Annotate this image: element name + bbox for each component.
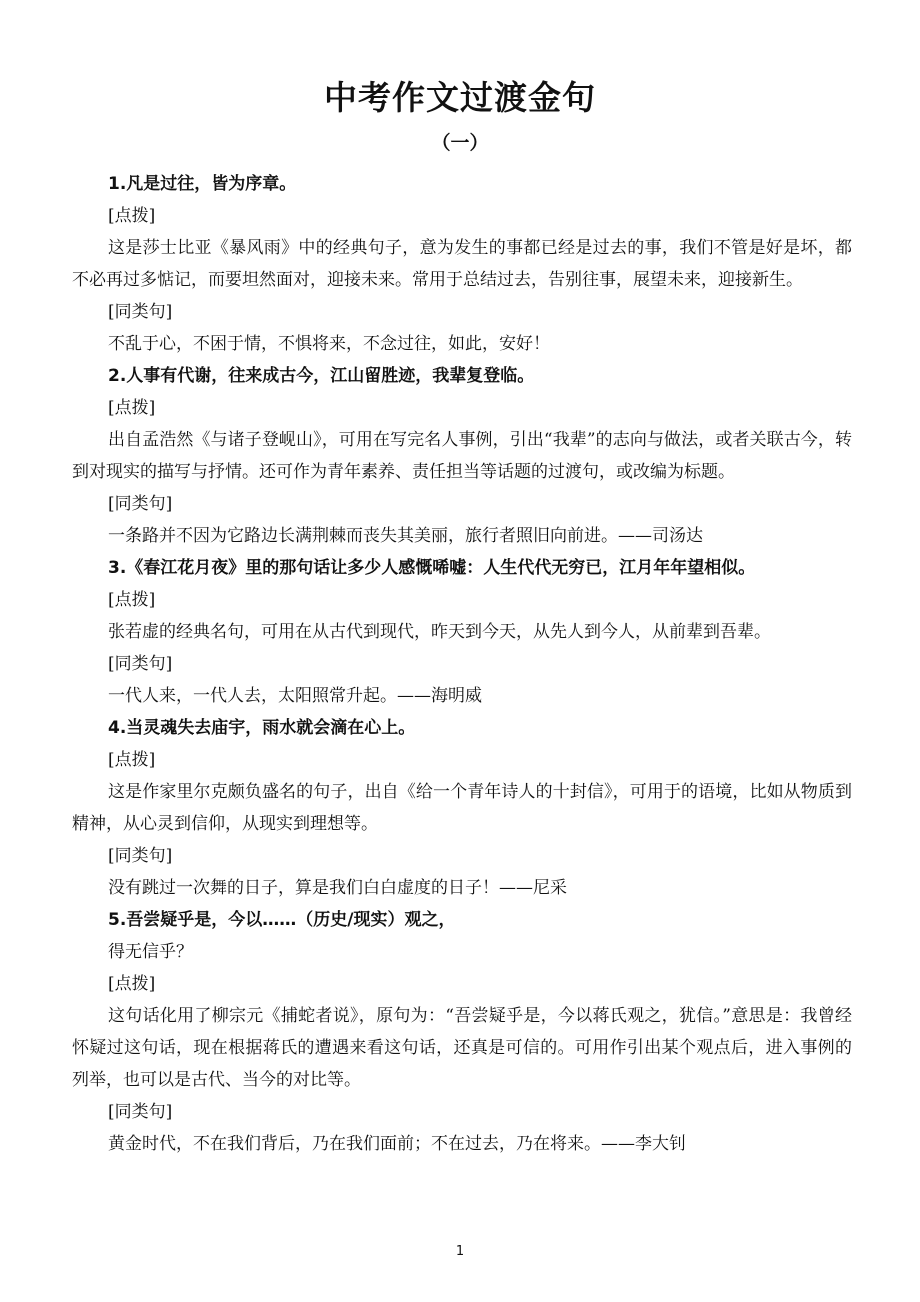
- similar-label-5: [同类句]: [108, 1102, 173, 1122]
- tip-label-1: [点拨]: [108, 206, 156, 226]
- quote-heading-5: 5.吾尝疑乎是，今以……（历史/现实）观之，: [108, 910, 456, 930]
- similar-label-1: [同类句]: [108, 302, 173, 322]
- tip-text-5: 这句话化用了柳宗元《捕蛇者说》，原句为：“吾尝疑乎是，今以蒋氏观之，犹信。”意思是：我曾经怀疑过这句话，现在根据蒋氏的遭遇来看这句话，还真是可信的。可用作引出某个观点后，进入事例的列举，也可以是古代、当今的对比等。: [72, 1006, 852, 1090]
- tip-label-3: [点拨]: [108, 590, 156, 610]
- tip-label-2: [点拨]: [108, 398, 156, 418]
- similar-text-2: 一条路并不因为它路边长满荆棘而丧失其美丽，旅行者照旧向前进。——司汤达: [108, 526, 703, 546]
- tip-label-4: [点拨]: [108, 750, 156, 770]
- tip-label-5: [点拨]: [108, 974, 156, 994]
- quote-heading-5-cont: 得无信乎？: [108, 942, 193, 962]
- page-title: 中考作文过渡金句: [324, 78, 596, 117]
- similar-text-1: 不乱于心，不困于情，不惧将来，不念过往，如此，安好！: [108, 334, 550, 354]
- tip-text-2: 出自孟浩然《与诸子登岘山》，可用在写完名人事例，引出“我辈”的志向与做法，或者关联古今，转到对现实的描写与抒情。还可作为青年素养、责任担当等话题的过渡句，或改编为标题。: [72, 430, 852, 482]
- quote-heading-3: 3.《春江花月夜》里的那句话让多少人感慨唏嘘：人生代代无穷已，江月年年望相似。: [108, 558, 756, 578]
- tip-text-3: 张若虚的经典名句，可用在从古代到现代，昨天到今天，从先人到今人，从前辈到吾辈。: [108, 622, 771, 642]
- tip-text-4: 这是作家里尔克颇负盛名的句子，出自《给一个青年诗人的十封信》，可用于的语境，比如从物质到精神，从心灵到信仰，从现实到理想等。: [72, 782, 852, 834]
- similar-label-4: [同类句]: [108, 846, 173, 866]
- page-subtitle: （一）: [431, 132, 489, 154]
- page-number: 1: [455, 1244, 465, 1259]
- similar-label-3: [同类句]: [108, 654, 173, 674]
- quote-heading-1: 1.凡是过往，皆为序章。: [108, 174, 297, 194]
- similar-text-3: 一代人来，一代人去，太阳照常升起。——海明威: [108, 686, 482, 706]
- document-body: [72, 168, 852, 1160]
- similar-label-2: [同类句]: [108, 494, 173, 514]
- tip-text-1: 这是莎士比亚《暴风雨》中的经典句子，意为发生的事都已经是过去的事，我们不管是好是坏，都不必再过多惦记，而要坦然面对，迎接未来。常用于总结过去，告别往事，展望未来，迎接新生。: [72, 238, 852, 290]
- quote-heading-4: 4.当灵魂失去庙宇，雨水就会滴在心上。: [108, 718, 416, 738]
- similar-text-5: 黄金时代，不在我们背后，乃在我们面前；不在过去，乃在将来。——李大钊: [108, 1134, 686, 1154]
- similar-text-4: 没有跳过一次舞的日子，算是我们白白虚度的日子！——尼采: [108, 878, 567, 898]
- quote-heading-2: 2.人事有代谢，往来成古今，江山留胜迹，我辈复登临。: [108, 366, 535, 386]
